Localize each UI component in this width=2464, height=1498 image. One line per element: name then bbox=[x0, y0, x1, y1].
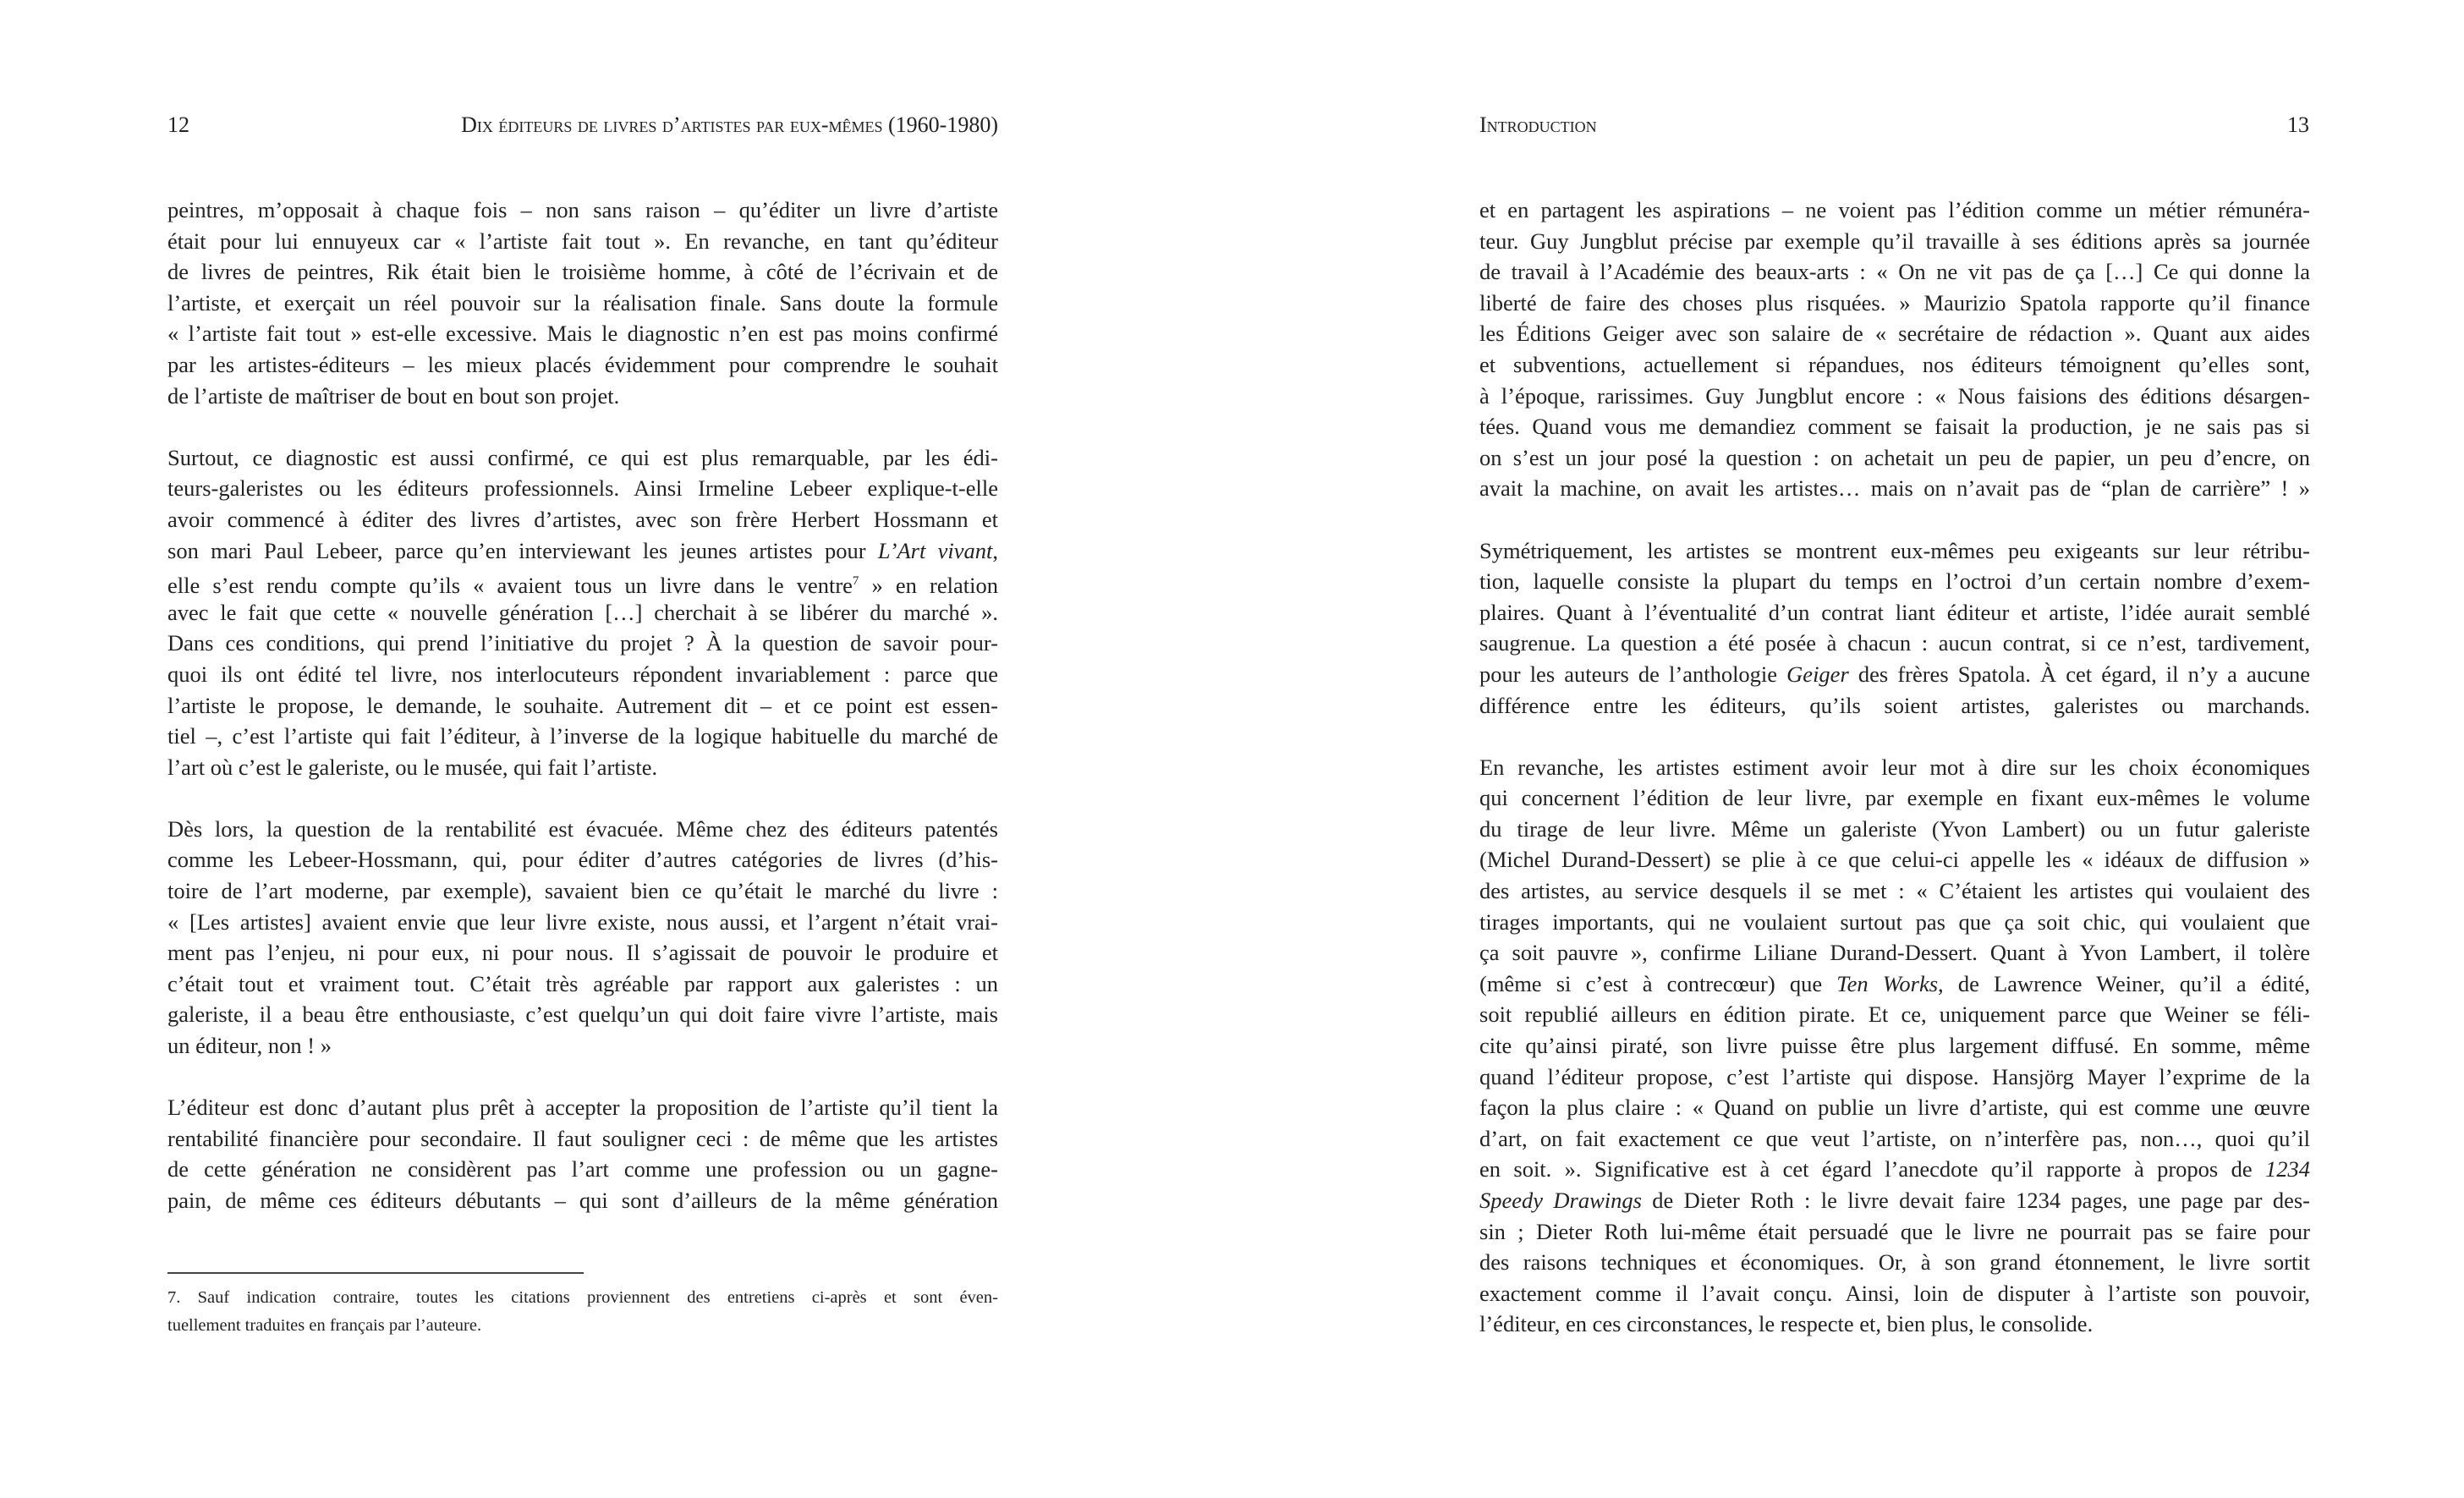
text-line: l’éditeur, en ces circonstances, le respecte et, bien plus, le consolide. bbox=[1479, 1311, 2094, 1337]
text-line: peintres, m’opposait à chaque fois – non sans raison – qu’éditer un livre d’artiste bbox=[167, 197, 998, 222]
running-head: Dix éditeurs de livres d’artistes par eux-mêmes (1960-1980) bbox=[461, 112, 998, 137]
text-line: tirages importants, qui ne voulaient surtout pas que ça soit chic, qui voulaient que bbox=[1479, 908, 2310, 935]
text-line: de cette génération ne considèrent pas l’art comme une profession ou un gagne- bbox=[167, 1156, 998, 1182]
text-line: toire de l’art moderne, par exemple), savaient bien ce qu’était le marché du livre : bbox=[167, 878, 998, 904]
text-line: et subventions, actuellement si répandues, nos éditeurs témoignent qu’elles sont, bbox=[1479, 351, 2310, 377]
paragraph bbox=[167, 1092, 998, 1215]
text-line: 7. Sauf indication contraire, toutes les citations proviennent des entretiens ci-après et sont éven- bbox=[167, 1288, 998, 1307]
text-segment: elle s’est rendu compte qu’ils « avaient tous un livre dans le ventre bbox=[167, 573, 853, 599]
text-segment: » en relation bbox=[859, 573, 998, 599]
italic-title: Speedy Drawings bbox=[1479, 1188, 1642, 1213]
text-line: tion, laquelle consiste la plupart du temps en l’octroi d’un certain nombre d’exem- bbox=[1479, 568, 2310, 595]
text-line: saugrenue. La question a été posée à chacun : aucun contrat, si ce n’est, tardivement, bbox=[1479, 630, 2310, 656]
text-line: liberté de faire des choses plus risquées. » Maurizio Spatola rapporte qu’il finance bbox=[1479, 289, 2310, 316]
text-line: de l’artiste de maîtriser de bout en bout son projet. bbox=[167, 382, 620, 409]
text-line: avoir commencé à éditer des livres d’artistes, avec son frère Herbert Hossmann et bbox=[167, 506, 998, 532]
text-line: d’art, on fait exactement ce que veut l’artiste, on n’interfère pas, non…, quoi qu’il bbox=[1479, 1125, 2310, 1151]
italic-title: Ten Works bbox=[1836, 970, 1939, 996]
text-line: par les artistes-éditeurs – les mieux placés évidemment pour comprendre le souhait bbox=[167, 351, 998, 377]
paragraph bbox=[1479, 195, 2310, 504]
text-line: un éditeur, non ! » bbox=[167, 1033, 332, 1059]
text-line: comme les Lebeer-Hossmann, qui, pour éditer d’autres catégories de livres (d’his- bbox=[167, 847, 998, 873]
text-line: plaires. Quant à l’éventualité d’un contrat liant éditeur et artiste, l’idée aurait semblé bbox=[1479, 599, 2310, 625]
text-line: qui concernent l’édition de leur livre, par exemple en fixant eux-mêmes le volume bbox=[1479, 785, 2310, 811]
text-line: galeriste, il a beau être enthousiaste, c’est quelqu’un qui doit faire vivre l’artiste, mais bbox=[167, 1001, 998, 1028]
text-line: de travail à l’Académie des beaux-arts : « On ne vit pas de ça […] Ce qui donne la bbox=[1479, 259, 2310, 285]
text-segment: pour les auteurs de l’anthologie bbox=[1479, 661, 1787, 687]
text-line: (Michel Durand-Dessert) se plie à ce que celui-ci appelle les « idéaux de diffusion » bbox=[1479, 847, 2310, 873]
text-line: L’éditeur est donc d’autant plus prêt à accepter la proposition de l’artiste qu’il tient la bbox=[167, 1095, 998, 1121]
footnote-rule bbox=[167, 1272, 584, 1274]
paragraph bbox=[1479, 535, 2310, 722]
text-line: quoi ils ont édité tel livre, nos interlocuteurs répondent invariablement : parce que bbox=[167, 661, 998, 687]
text-line: c’était tout et vraiment tout. C’était très agréable par rapport aux galeristes : un bbox=[167, 970, 998, 996]
body-text bbox=[167, 195, 998, 1216]
italic-title: 1234 bbox=[2265, 1156, 2310, 1182]
text-line: exactement comme il l’avait conçu. Ainsi, loin de disputer à l’artiste son pouvoir, bbox=[1479, 1280, 2310, 1306]
text-line: « l’artiste fait tout » est-elle excessive. Mais le diagnostic n’en est pas moins confirmé bbox=[167, 321, 998, 347]
text-line: Symétriquement, les artistes se montrent eux-mêmes peu exigeants sur leur rétribu- bbox=[1479, 537, 2310, 563]
text-line bbox=[1479, 968, 2310, 1000]
text-line bbox=[1479, 659, 2310, 690]
text-segment: des frères Spatola. À cet égard, il n’y a aucune bbox=[1848, 661, 2310, 687]
text-line: Dès lors, la question de la rentabilité est évacuée. Même chez des éditeurs patentés bbox=[167, 815, 998, 842]
page-number: 12 bbox=[167, 112, 189, 137]
text-line: rentabilité financière pour secondaire. Il faut souligner ceci : de même que les artistes bbox=[167, 1125, 998, 1151]
text-line: soit republié ailleurs en édition pirate. Et ce, uniquement parce que Weiner se féli- bbox=[1479, 1001, 2310, 1028]
text-line: pain, de même ces éditeurs débutants – qui sont d’ailleurs de la même génération bbox=[167, 1188, 998, 1213]
paragraph bbox=[1479, 752, 2310, 1340]
footnote bbox=[167, 1284, 998, 1340]
text-line: du tirage de leur livre. Même un galeriste (Yvon Lambert) ou un futur galeriste bbox=[1479, 815, 2310, 842]
text-line: tées. Quand vous me demandiez comment se faisait la production, je ne sais pas si bbox=[1479, 414, 2310, 440]
italic-title: Geiger bbox=[1786, 661, 1849, 687]
text-line: différence entre les éditeurs, qu’ils soient artistes, galeristes ou marchands. bbox=[1479, 692, 2310, 718]
text-line bbox=[167, 535, 998, 567]
text-line bbox=[1479, 1154, 2310, 1185]
text-line: teurs-galeristes ou les éditeurs professionnels. Ainsi Irmeline Lebeer explique-t-elle bbox=[167, 475, 998, 502]
text-line: l’art où c’est le galeriste, ou le musée, qui fait l’artiste. bbox=[167, 754, 658, 780]
text-line: les Éditions Geiger avec son salaire de « secrétaire de rédaction ». Quant aux aides bbox=[1479, 321, 2310, 347]
text-line: sin ; Dieter Roth lui-même était persuadé que le livre ne pourrait pas se faire pour bbox=[1479, 1218, 2310, 1244]
text-line: était pour lui ennuyeux car « l’artiste fait tout ». En revanche, en tant qu’éditeur bbox=[167, 228, 998, 254]
text-line: « [Les artistes] avaient envie que leur livre existe, nous aussi, et l’argent n’était vrai- bbox=[167, 908, 998, 935]
text-line: tiel –, c’est l’artiste qui fait l’éditeur, à l’inverse de la logique habituelle du marché de bbox=[167, 723, 998, 749]
text-segment: de Dieter Roth : le livre devait faire 1234 pages, une page par des- bbox=[1641, 1188, 2310, 1213]
text-line: façon la plus claire : « Quand on publie un livre d’artiste, qui est comme une œuvre bbox=[1479, 1095, 2310, 1121]
page-number: 13 bbox=[2287, 112, 2309, 137]
text-line: à l’époque, rarissimes. Guy Jungblut encore : « Nous faisions des éditions désargen- bbox=[1479, 382, 2310, 409]
text-line bbox=[167, 566, 998, 597]
paragraph bbox=[167, 442, 998, 783]
paragraph bbox=[167, 814, 998, 1062]
text-segment: en soit. ». Significative est à cet égard l’anecdote qu’il rapporte à propos de bbox=[1479, 1156, 2265, 1182]
running-head: Introduction bbox=[1479, 112, 1597, 137]
text-line: ça soit pauvre », confirme Liliane Durand-Dessert. Quant à Yvon Lambert, il tolère bbox=[1479, 940, 2310, 966]
text-line: des raisons techniques et économiques. Or, à son grand étonnement, le livre sortit bbox=[1479, 1249, 2310, 1276]
paragraph bbox=[167, 195, 998, 411]
text-line: ment pas l’enjeu, ni pour eux, ni pour nous. Il s’agissait de pouvoir le produire et bbox=[167, 940, 998, 966]
text-line: des artistes, au service desquels il se met : « C’étaient les artistes qui voulaient des bbox=[1479, 878, 2310, 904]
text-line: l’artiste le propose, le demande, le souhaite. Autrement dit – et ce point est essen- bbox=[167, 692, 998, 718]
text-line: avait la machine, on avait les artistes… mais on n’avait pas de “plan de carrière” ! » bbox=[1479, 475, 2310, 502]
footnote-ref: 7 bbox=[852, 574, 859, 589]
body-text bbox=[1479, 195, 2310, 1340]
text-line: teur. Guy Jungblut précise par exemple qu’il travaille à ses éditions après sa journée bbox=[1479, 228, 2310, 254]
text-line bbox=[1479, 1185, 2310, 1216]
text-line: quand l’éditeur propose, c’est l’artiste qui dispose. Hansjörg Mayer l’exprime de la bbox=[1479, 1063, 2310, 1089]
text-line: Dans ces conditions, qui prend l’initiative du projet ? À la question de savoir pour- bbox=[167, 630, 998, 656]
text-line: cite qu’ainsi piraté, son livre puisse être plus largement diffusé. En somme, même bbox=[1479, 1033, 2310, 1059]
text-line: de livres de peintres, Rik était bien le troisième homme, à côté de l’écrivain et de bbox=[167, 259, 998, 285]
text-line: tuellement traduites en français par l’auteure. bbox=[167, 1316, 482, 1335]
text-line: Surtout, ce diagnostic est aussi confirmé, ce qui est plus remarquable, par les édi- bbox=[167, 444, 998, 470]
text-line: l’artiste, et exerçait un réel pouvoir sur la réalisation finale. Sans doute la formule bbox=[167, 289, 998, 316]
text-line: et en partagent les aspirations – ne voient pas l’édition comme un métier rémunéra- bbox=[1479, 197, 2310, 222]
text-line: on s’est un jour posé la question : on achetait un peu de papier, un peu d’encre, on bbox=[1479, 444, 2310, 470]
italic-title: L’Art vivant bbox=[877, 537, 993, 563]
text-segment: son mari Paul Lebeer, parce qu’en interviewant les jeunes artistes pour bbox=[167, 537, 878, 563]
text-line: avec le fait que cette « nouvelle génération […] cherchait à se libérer du marché ». bbox=[167, 599, 998, 625]
text-line: En revanche, les artistes estiment avoir leur mot à dire sur les choix économiques bbox=[1479, 754, 2310, 780]
text-segment: , de Lawrence Weiner, qu’il a édité, bbox=[1938, 970, 2310, 996]
text-segment: , bbox=[992, 537, 998, 563]
text-segment: (même si c’est à contrecœur) que bbox=[1479, 970, 1837, 996]
